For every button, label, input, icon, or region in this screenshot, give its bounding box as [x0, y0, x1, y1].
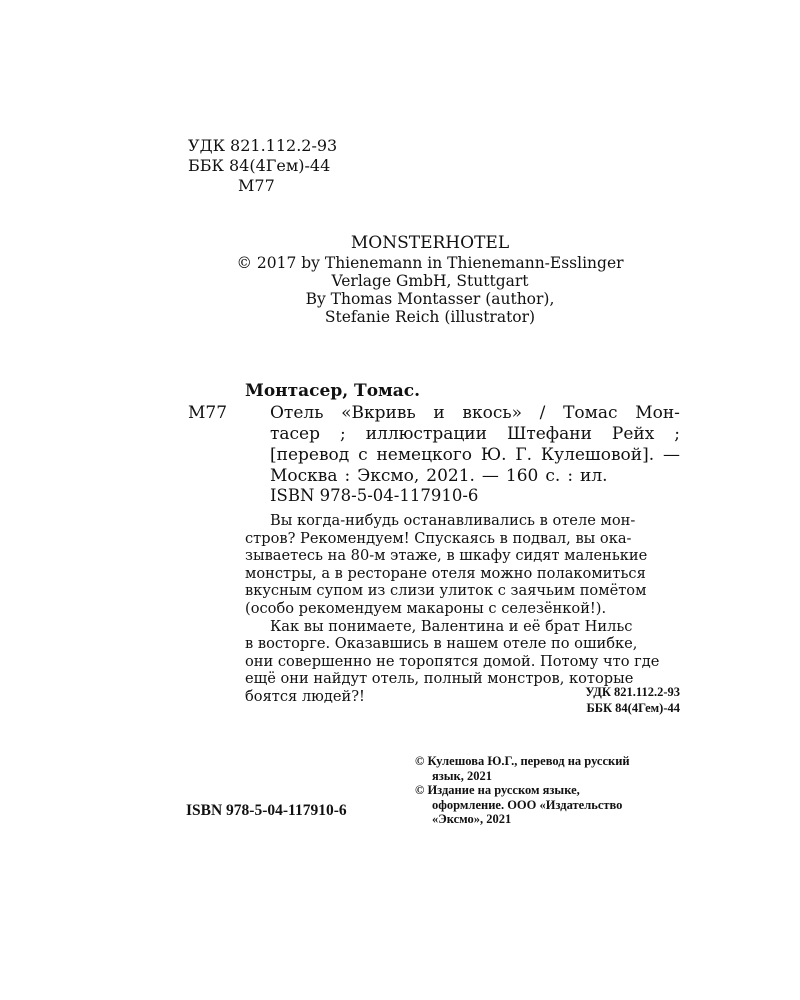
annotation-line: монстры, а в ресторане отеля можно полакомиться	[245, 564, 646, 582]
bbk-code: ББК 84(4Гем)-44	[188, 156, 331, 175]
copyright-line: оформление. ООО «Издательство	[432, 797, 623, 812]
rights-line: By Thomas Montasser (author),	[305, 290, 555, 308]
copyright-line: язык, 2021	[432, 768, 492, 783]
copyright-line: «Эксмо», 2021	[432, 812, 512, 826]
entry-word: Томас	[563, 403, 618, 423]
shelf-mark: М77	[188, 403, 228, 423]
annotation-line: ещё они найдут отель, полный монстров, которые	[245, 670, 634, 688]
entry-word: :	[567, 466, 574, 486]
entry-word: Ю.	[480, 445, 507, 465]
entry-line	[270, 424, 680, 445]
annotation-line: они совершенно не торопятся домой. Потому что где	[245, 652, 660, 670]
entry-line	[270, 445, 680, 466]
entry-word: вкось»	[462, 403, 522, 423]
rights-line: © 2017 by Thienemann in Thienemann-Esslinger	[236, 254, 624, 272]
entry-word: Кулешовой].	[540, 445, 655, 465]
entry-word: ;	[339, 424, 346, 444]
annotation-line: (особо рекомендуем макароны с селезёнкой!).	[245, 599, 607, 617]
original-title: MONSTERHOTEL	[350, 233, 510, 253]
rights-line: Verlage GmbH, Stuttgart	[331, 272, 529, 290]
entry-word: Штефани	[506, 424, 592, 444]
entry-word: Рейх	[611, 424, 655, 444]
annotation-classification	[440, 684, 680, 716]
annotation	[245, 512, 680, 706]
entry-word: «Вкривь	[341, 403, 416, 423]
annotation-bbk: ББК 84(4Гем)-44	[586, 701, 680, 715]
entry-line	[270, 403, 680, 424]
annotation-line: стров? Рекомендуем! Спускаясь в подвал, вы ока-	[245, 529, 632, 547]
entry-word: /	[539, 403, 546, 423]
entry-line	[270, 466, 680, 487]
annotation-line: боятся людей?!	[245, 687, 365, 705]
copyright-line: © Кулешова Ю.Г., перевод на русский	[415, 754, 630, 768]
entry-word: 2021.	[426, 466, 475, 486]
entry-word: немецкого	[376, 445, 473, 465]
entry-word: ;	[674, 424, 680, 444]
annotation-line: зываетесь на 80-м этаже, в шкафу сидят маленькие	[245, 547, 648, 565]
original-rights-block	[180, 232, 680, 326]
annotation-line: Как вы понимаете, Валентина и её брат Нильс	[270, 617, 633, 635]
entry-word: 160	[505, 466, 539, 486]
author-mark: М77	[238, 176, 275, 195]
entry-word: [перевод	[270, 445, 350, 465]
footer-isbn: ISBN 978-5-04-117910-6	[186, 802, 347, 819]
entry-word: с.	[545, 466, 561, 486]
entry-word: с	[358, 445, 368, 465]
entry-word: Москва	[270, 466, 338, 486]
udk-code: УДК 821.112.2-93	[188, 136, 338, 155]
entry-word: тасер	[270, 424, 321, 444]
entry-word: ил.	[580, 466, 608, 486]
entry-word: Г.	[515, 445, 533, 465]
entry-word: иллюстрации	[365, 424, 487, 444]
rights-line: Stefanie Reich (illustrator)	[324, 308, 536, 326]
entry-word: Мон-	[635, 403, 680, 423]
author-heading: Монтасер, Томас.	[245, 381, 421, 401]
copyright-line: © Издание на русском языке,	[415, 783, 580, 797]
annotation-line: в восторге. Оказавшись в нашем отеле по ошибке,	[245, 635, 638, 653]
entry-word: и	[433, 403, 445, 423]
entry-word: :	[344, 466, 351, 486]
annotation-line: вкусным супом из слизи улиток с заячьим помётом	[245, 582, 647, 600]
copyright-block	[415, 754, 685, 827]
entry-isbn: ISBN 978-5-04-117910-6	[270, 486, 479, 505]
entry-word: —	[481, 466, 499, 486]
entry-word: Эксмо,	[357, 466, 420, 486]
annotation-line: Вы когда-нибудь останавливались в отеле мон-	[270, 512, 636, 529]
entry-word: Отель	[270, 403, 324, 423]
annotation-udk: УДК 821.112.2-93	[585, 685, 680, 699]
entry-word: —	[662, 445, 680, 465]
